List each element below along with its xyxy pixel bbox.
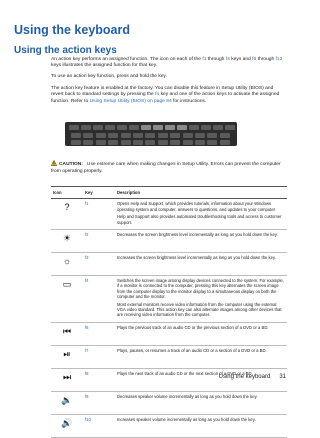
keyboard-key (145, 140, 155, 145)
table-row (51, 199, 287, 230)
section-heading: Using the action keys (14, 45, 117, 56)
function-key (117, 125, 127, 130)
table-row (51, 276, 287, 323)
key-name: f1 (83, 199, 115, 230)
keyboard-key (145, 133, 155, 138)
enabled_text-link-text[interactable]: fn (155, 92, 160, 98)
function-key (201, 125, 211, 130)
page-title: Using the keyboard (14, 23, 130, 37)
intro-link-text[interactable]: f12 (275, 57, 283, 62)
description-paragraph: Decreases the screen brightness level incrementally as long as you hold down the key. (117, 232, 278, 238)
function-key (153, 125, 163, 130)
next-track-icon: ⏭ (51, 368, 83, 391)
enabled-paragraph (51, 86, 287, 105)
play-pause-icon: ⏯ (51, 345, 83, 368)
keyboard-key (195, 140, 205, 145)
function-key (105, 125, 115, 130)
keyboard-key (158, 140, 168, 145)
keyboard-illustration (65, 122, 237, 146)
page-number: 31 (279, 374, 286, 380)
keyboard-key (108, 133, 118, 138)
question-icon: ? (51, 199, 83, 230)
intro-text: through (256, 57, 276, 62)
keyboard-key (96, 133, 106, 138)
keyboard-key (96, 140, 106, 145)
description-paragraph: Switches the screen image among display devices connected to the system. For example, if a monitor is connected to the computer, pressing this key alternates the screen image from the computer display to the monitor display to a simultaneous display on both the computer and the monitor. (117, 278, 284, 300)
key-name: f10 (83, 414, 115, 437)
usage-paragraph: To use an action key function, press and hold the key. (51, 74, 167, 79)
key-description (115, 230, 287, 253)
column-header-icon: Icon (51, 187, 83, 199)
function-key (225, 125, 235, 130)
function-key (177, 125, 187, 130)
enabled_text-text: key and one of the action keys to activate the assigned function. Refer to (51, 92, 280, 104)
function-key (81, 125, 91, 130)
table-row (51, 345, 287, 368)
caution-label: CAUTION: (59, 162, 83, 167)
keyboard-key (83, 133, 93, 138)
keyboard-key (133, 140, 143, 145)
key-description (115, 199, 287, 230)
key-description (115, 276, 287, 323)
display-switch-icon: ▭ (51, 276, 83, 323)
description-paragraph: Plays the previous track of an audio CD or the previous section of a DVD or a BD. (117, 324, 269, 330)
volume-down-icon: 🔉 (51, 391, 83, 414)
page-footer (219, 374, 286, 380)
key-name: f9 (83, 391, 115, 414)
table-header-row (51, 187, 287, 199)
key-description (115, 345, 287, 368)
description-paragraph: Increases the screen brightness level incrementally as long as you hold down the key. (117, 255, 276, 261)
key-description (115, 322, 287, 345)
caution-note (51, 160, 287, 176)
intro-link-text[interactable]: f6 (252, 57, 257, 62)
description-paragraph: Help and Support also provides automated troubleshooting tools and access to customer support. (117, 214, 282, 225)
function-key (129, 125, 139, 130)
table-row (51, 230, 287, 253)
description-paragraph: Opens Help and Support, which provides tutorials, information about your Windows operating system and computer, answers to questions, and updates to your computer. (117, 201, 276, 212)
intro-link-text[interactable]: f4 (225, 57, 230, 62)
key-name: f4 (83, 276, 115, 323)
table-row (51, 414, 287, 437)
key-description (115, 414, 287, 437)
keyboard-key (195, 133, 205, 138)
description-paragraph: Plays the next track of an audio CD or the next section of a DVD or a BD. (117, 370, 253, 376)
intro-text: through (206, 57, 226, 62)
key-description (115, 253, 287, 276)
key-name: f7 (83, 345, 115, 368)
function-key (69, 125, 79, 130)
key-name: f6 (83, 322, 115, 345)
keyboard-key (170, 133, 180, 138)
keyboard-key (220, 140, 230, 145)
description-paragraph: Most external monitors receive video information from the computer using the external VGA video standard. This action key can also alternate images among other devices that are receiving video information from the computer. (117, 301, 282, 318)
function-key (165, 125, 175, 130)
keyboard-key (108, 140, 118, 145)
keyboard-key (207, 140, 217, 145)
description-paragraph: Plays, pauses, or resumes a track of an audio CD or a section of a DVD or a BD. (117, 347, 267, 353)
footer-title: Using the keyboard (218, 374, 271, 380)
enabled_text-text: The action key feature is enabled at the factory. You can disable this feature in Setup Utility (BIOS) and revert back to standard settings by pressing the (51, 86, 274, 98)
keyboard-key (170, 140, 180, 145)
keyboard-key (121, 133, 131, 138)
keyboard-key (207, 133, 217, 138)
column-header-key: Key (83, 187, 115, 199)
keyboard-key (71, 140, 81, 145)
enabled_text-link-text[interactable]: Using Setup Utility (BIOS) on page 84 (89, 98, 172, 104)
description-paragraph: Decreases speaker volume incrementally as long as you hold down the key. (117, 393, 258, 399)
caution-text: Use extreme care when making changes in Setup Utility. Errors can prevent the computer from operating properly. (51, 162, 281, 175)
warning-icon (51, 160, 57, 169)
function-key (141, 125, 151, 130)
description-paragraph: Increases speaker volume incrementally as long as you hold down the key. (117, 416, 256, 422)
function-key (93, 125, 103, 130)
keyboard-key (183, 133, 193, 138)
table-row (51, 253, 287, 276)
intro-text: An action key performs an assigned function. The icon on each of the (51, 57, 203, 62)
table-row (51, 322, 287, 345)
brightness-up-icon: ☼ (51, 253, 83, 276)
keyboard-key (71, 133, 81, 138)
column-header-description: Description (115, 187, 287, 199)
keyboard-key (121, 140, 131, 145)
intro-text: keys illustrates the assigned function for that key. (51, 63, 158, 69)
keyboard-key (83, 140, 93, 145)
function-key (189, 125, 199, 130)
previous-track-icon: ⏮ (51, 322, 83, 345)
intro-paragraph (51, 57, 287, 70)
intro-link-text[interactable]: f1 (202, 57, 207, 62)
enabled_text-text: for instructions. (171, 98, 207, 104)
key-name: f3 (83, 253, 115, 276)
brightness-down-icon: ☀ (51, 230, 83, 253)
keyboard-key (183, 140, 193, 145)
table-row (51, 391, 287, 414)
volume-up-icon: 🔊 (51, 414, 83, 437)
key-description (115, 391, 287, 414)
key-name: f2 (83, 230, 115, 253)
keyboard-key (158, 133, 168, 138)
function-key (213, 125, 223, 130)
keyboard-key (133, 133, 143, 138)
action-keys-table (51, 186, 287, 438)
intro-text: keys and (229, 57, 253, 62)
keyboard-key (220, 133, 230, 138)
key-name: f8 (83, 368, 115, 391)
